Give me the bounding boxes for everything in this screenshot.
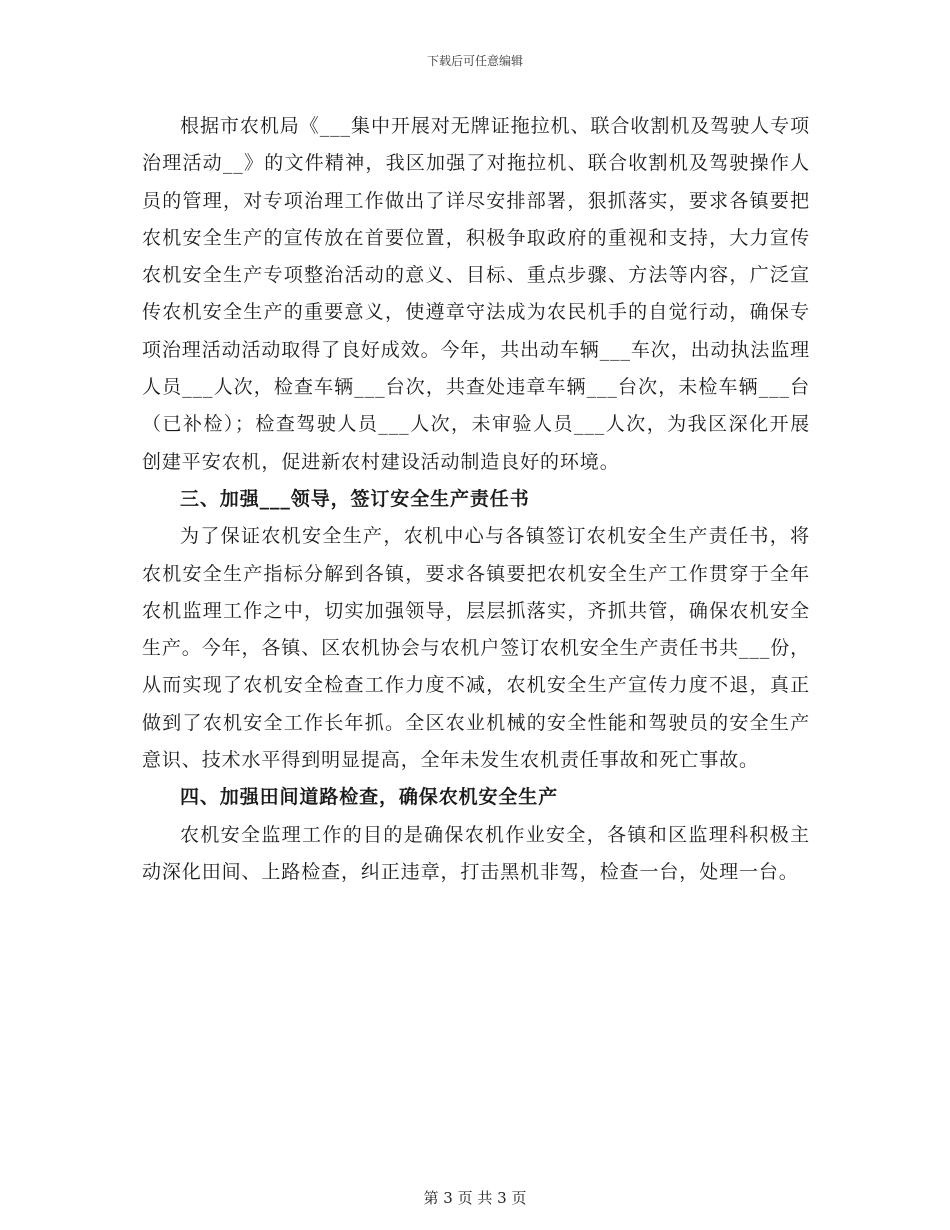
page-number: 第 3 页 共 3 页 xyxy=(423,1189,527,1207)
section-heading-3: 三、加强___领导，签订安全生产责任书 xyxy=(180,487,530,510)
document-body xyxy=(142,108,810,891)
paragraph-responsibility: 为了保证农机安全生产，农机中心与各镇签订农机安全生产责任书，将农机安全生产指标分解到各镇，要求各镇要把农机安全生产工作贯穿于全年农机监理工作之中，切实加强领导，层层抓落实，齐抓共管，确保农机安全生产。今年，各镇、区农机协会与农机户签订农机安全生产责任书共___份，从而实现了农机安全检查工作力度不减，农机安全生产宣传力度不退，真正做到了农机安全工作长年抓。全区农业机械的安全性能和驾驶员的安全生产意识、技术水平得到明显提高，全年未发生农机责任事故和死亡事故。 xyxy=(142,525,811,772)
paragraph-inspection: 农机安全监理工作的目的是确保农机作业安全，各镇和区监理科积极主动深化田间、上路检查，纠正违章，打击黑机非驾，检查一台，处理一台。 xyxy=(142,823,810,883)
page-header: 下载后可任意编辑 xyxy=(426,54,523,68)
section-heading-4: 四、加强田间道路检查，确保农机安全生产 xyxy=(180,786,559,809)
paragraph-campaign-summary: 根据市农机局《___集中开展对无牌证拖拉机、联合收割机及驾驶人专项治理活动__》的文件精神，我区加强了对拖拉机、联合收割机及驾驶操作人员的管理，对专项治理工作做出了详尽安排部署，狠抓落实，要求各镇要把农机安全生产的宣传放在首要位置，积极争取政府的重视和支持，大力宣传农机安全生产专项整治活动的意义、目标、重点步骤、方法等内容，广泛宣传农机安全生产的重要意义，使遵章守法成为农民机手的自觉行动，确保专项治理活动活动取得了良好成效。今年，共出动车辆___车次，出动执法监理人员___人次，检查车辆___台次，共查处违章车辆___台次，未检车辆___台（已补检）；检查驾驶人员___人次，未审验人员___人次，为我区深化开展创建平安农机，促进新农村建设活动制造良好的环境。 xyxy=(142,115,811,473)
